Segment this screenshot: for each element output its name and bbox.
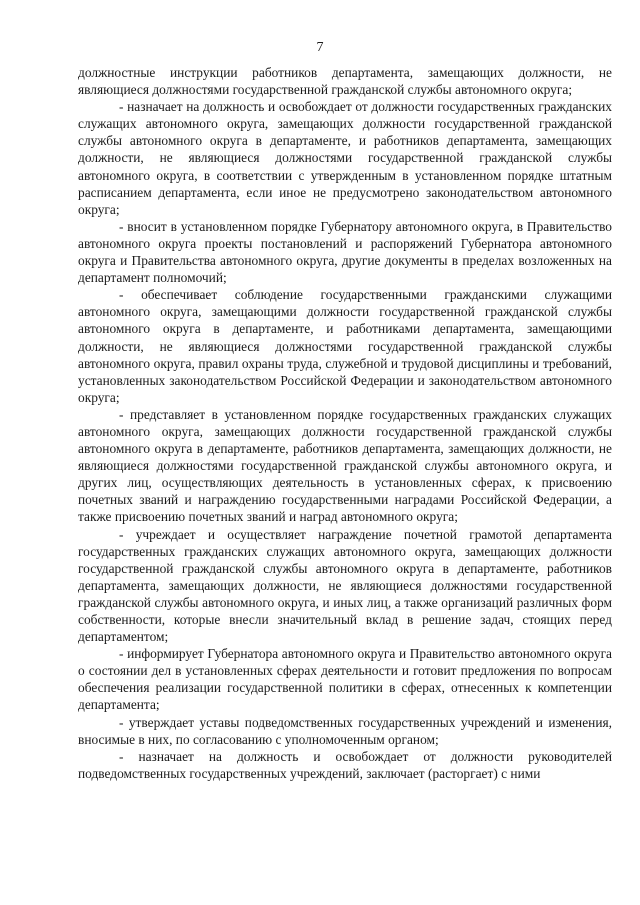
document-body <box>78 64 612 782</box>
paragraph-approves-charters: - утверждает уставы подведомственных государственных учреждений и изменения, вносимые в них, по согласованию с уполномоченным органом; <box>78 714 612 747</box>
paragraph-ensures-compliance: - обеспечивает соблюдение государственными гражданскими служащими автономного округа, замещающими должности государственной гражданской службы автономного округа в департаменте, и работниками департамента, замещающими должности, не являющиеся должностями государственной гражданской службы автономного округа, правил охраны труда, служебной и трудовой дисциплины и требований, установленных законодательством Российской Федерации и законодательством автономного округа; <box>78 287 612 405</box>
paragraph-informs-governor: - информирует Губернатора автономного округа и Правительство автономного округа о состоянии дел в установленных сферах деятельности и готовит предложения по вопросам обеспечения реализации государственной политики в сферах, отнесенных к компетенции департамента; <box>78 646 612 713</box>
paragraph-certificate-of-honor: - учреждает и осуществляет награждение почетной грамотой департамента государственных гражданских служащих автономного округа, замещающих должности государственной гражданской службы автономного округа в департаменте, работников департамента, замещающих должности, не являющиеся должностями государственной гражданской службы автономного округа, и иных лиц, а также организаций различных форм собственности, которые внесли значительный вклад в решение задач, стоящих перед департаментом; <box>78 526 612 645</box>
paragraph-appointment: - назначает на должность и освобождает от должности государственных гражданских служащих автономного округа, замещающих должности государственной гражданской службы автономного округа в департаменте, и работников департамента, замещающих должности, не являющиеся должностями государственной гражданской службы автономного округа, в соответствии с утвержденным в установленном порядке штатным расписанием департамента, если иное не предусмотрено законодательством автономного округа; <box>78 99 612 217</box>
paragraph-appoints-heads: - назначает на должность и освобождает от должности руководителей подведомственных государственных учреждений, заключает (расторгает) с ними <box>78 748 612 781</box>
paragraph-continuation: должностные инструкции работников департамента, замещающих должности, не являющиеся должностями государственной гражданской службы автономного округа; <box>78 65 612 98</box>
paragraph-submits-drafts: - вносит в установленном порядке Губернатору автономного округа, в Правительство автономного округа проекты постановлений и распоряжений Губернатора автономного округа и Правительства автономного округа, другие документы в пределах возложенных на департамент полномочий; <box>78 218 612 286</box>
page-number: 7 <box>316 40 324 55</box>
paragraph-state-awards: - представляет в установленном порядке государственных гражданских служащих автономного округа, замещающих должности государственной гражданской службы автономного округа в департаменте, работников департамента, замещающих должности, не являющиеся должностями государственной гражданской службы автономного округа, и других лиц, осуществляющих деятельность в установленных сферах, к присвоению почетных званий и награждению государственными наградами Российской Федерации, а также присвоению почетных званий и наград автономного округа; <box>78 406 612 525</box>
